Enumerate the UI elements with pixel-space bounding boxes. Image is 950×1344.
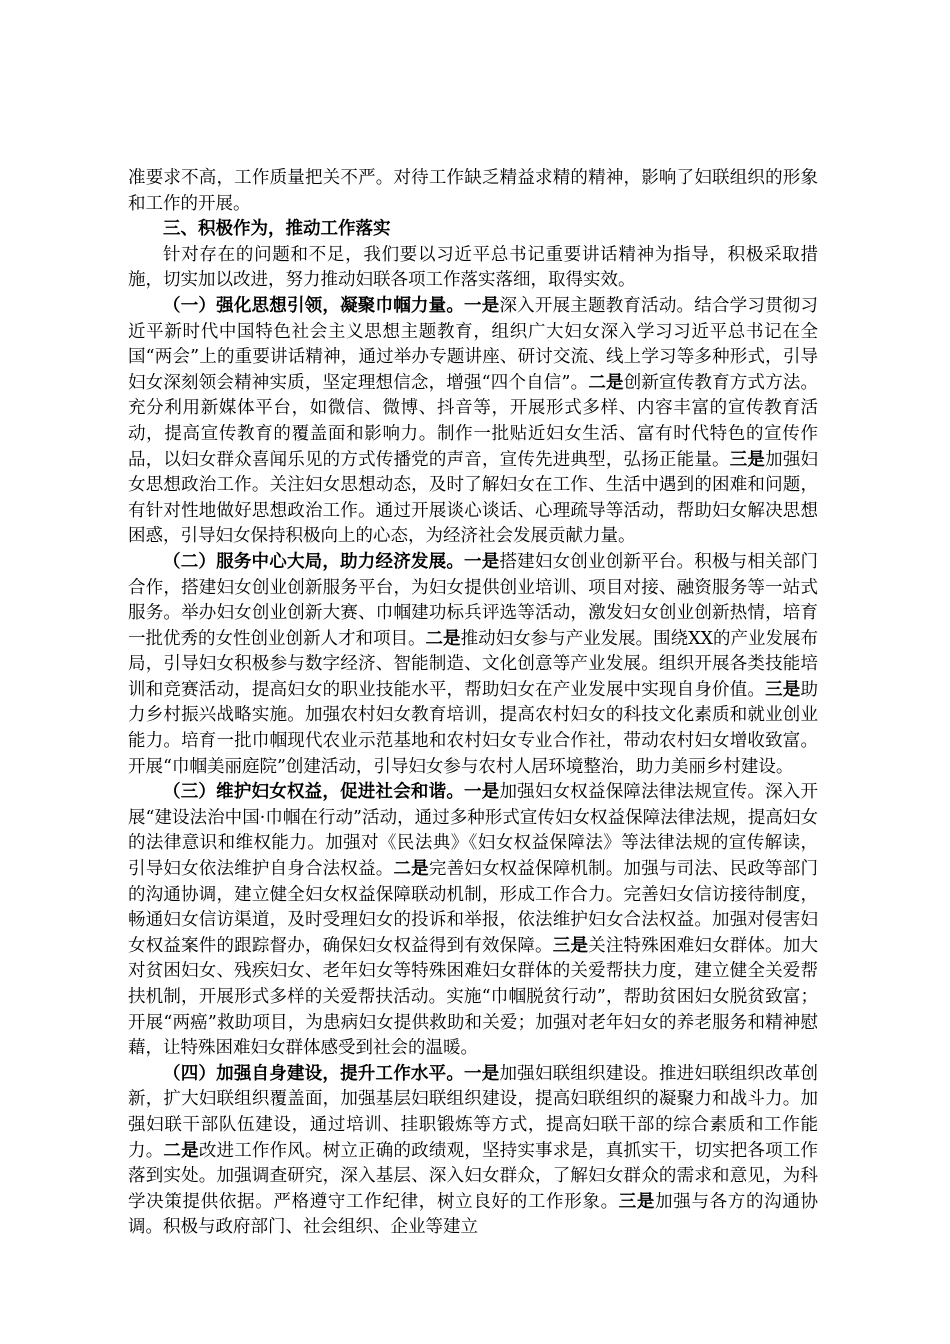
keyword-first: 一是 [464, 1063, 500, 1084]
subsection-3-heading: （三）维护妇女权益，促进社会和谐。 [163, 782, 465, 803]
subsection-4-paragraph [128, 1062, 818, 1241]
subsection-1-heading: （一）强化思想引领，凝聚巾帼力量。 [163, 295, 465, 316]
body-text: 搭建妇女创业创新平台。积极与相关部门合作，搭建妇女创业创新服务平台，为妇女提供创业培训、项目对接、融资服务等一站式服务。举办妇女创业创新大赛、巾帼建功标兵评选等活动，激发妇女创业创新热情，培育一批优秀的女性创业创新人才和项目。 [128, 551, 819, 649]
body-text: 推动妇女参与产业发展。围绕XX的产业发展布局，引导妇女积极参与数字经济、智能制造、文化创意等产业发展。组织开展各类技能培训和竞赛活动，提高妇女的职业技能水平，帮助妇女在产业发展中实现自身价值。 [128, 628, 819, 700]
subsection-1-paragraph [128, 294, 818, 550]
keyword-third: 三是 [729, 449, 766, 470]
keyword-second: 二是 [425, 628, 461, 649]
section-heading: 三、积极作为，推动工作落实 [163, 219, 391, 240]
subsection-3-paragraph [128, 780, 818, 1062]
body-text: 创新宣传教育方式方法。充分利用新媒体平台，如微信、微博、抖音等，开展形式多样、内容丰富的宣传教育活动，提高宣传教育的覆盖面和影响力。制作一批贴近妇女生活、富有时代特色的宣传作品，以妇女群众喜闻乐见的方式传播党的声音，宣传先进典型，弘扬正能量。 [128, 372, 819, 470]
body-text: 加强妇女权益保障法律法规宣传。深入开展“建设法治中国·巾帼在行动”活动，通过多种形式宣传妇女权益保障法律法规，提高妇女的法律意识和维权能力。加强对《民法典》《妇女权益保障法》等法律法规的宣传解读，引导妇女依法维护自身合法权益。 [128, 782, 819, 880]
document-page [128, 166, 818, 1241]
body-text: 助力乡村振兴战略实施。加强农村妇女教育培训，提高农村妇女的科技文化素质和就业创业能力。培育一批巾帼现代农业示范基地和农村妇女专业合作社，带动农村妇女增收致富。开展“巾帼美丽庭院”创建活动，引导妇女参与农村人居环境整治，助力美丽乡村建设。 [128, 679, 819, 777]
keyword-second: 二是 [163, 1140, 199, 1161]
body-text: 加强妇女思想政治工作。关注妇女思想动态，及时了解妇女在工作、生活中遇到的困难和问题，有针对性地做好思想政治工作。通过开展谈心谈话、心理疏导等活动，帮助妇女解决思想困惑，引导妇女保持积极向上的心态，为经济社会发展贡献力量。 [128, 449, 819, 547]
body-text: 关注特殊困难妇女群体。加大对贫困妇女、残疾妇女、老年妇女等特殊困难妇女群体的关爱帮扶力度，建立健全关爱帮扶机制，开展形式多样的关爱帮扶活动。实施“巾帼脱贫行动”，帮助贫困妇女脱贫致富；开展“两癌”救助项目，为患病妇女提供救助和关爱；加强对老年妇女的养老服务和精神慰藉，让特殊困难妇女群体感受到社会的温暖。 [128, 935, 819, 1059]
body-text: 改进工作作风。树立正确的政绩观，坚持实事求是，真抓实干，切实把各项工作落到实处。加强调查研究，深入基层、深入妇女群众，了解妇女群众的需求和意见，为科学决策提供依据。严格遵守工作纪律，树立良好的工作形象。 [128, 1140, 819, 1212]
keyword-second: 二是 [393, 859, 429, 880]
keyword-third: 三是 [618, 1191, 656, 1212]
subsection-4-heading: （四）加强自身建设，提升工作水平。 [163, 1063, 465, 1084]
keyword-first: 一是 [464, 782, 500, 803]
body-text: 加强与各方的沟通协调。积极与政府部门、社会组织、企业等建立 [128, 1191, 819, 1238]
keyword-first: 一是 [464, 295, 500, 316]
carryover-paragraph: 准要求不高，工作质量把关不严。对待工作缺乏精益求精的精神，影响了妇联组织的形象和工作的开展。 [128, 168, 818, 214]
keyword-second: 二是 [588, 372, 624, 393]
body-text: 完善妇女权益保障机制。加强与司法、民政等部门的沟通协调，建立健全妇女权益保障联动机制，形成工作合力。完善妇女信访接待制度，畅通妇女信访渠道，及时受理妇女的投诉和举报，依法维护妇女合法权益。加强对侵害妇女权益案件的跟踪督办，确保妇女权益得到有效保障。 [128, 859, 819, 956]
intro-paragraph: 针对存在的问题和不足，我们要以习近平总书记重要讲话精神为指导，积极采取措施，切实加以改进，努力推动妇联各项工作落实落细，取得实效。 [128, 244, 818, 291]
subsection-2-heading: （二）服务中心大局，助力经济发展。 [163, 551, 465, 572]
keyword-third: 三是 [765, 679, 801, 700]
keyword-third: 三是 [552, 935, 589, 956]
body-text: 深入开展主题教育活动。结合学习贯彻习近平新时代中国特色社会主义思想主题教育，组织广大妇女深入学习习近平总书记在全国“两会”上的重要讲话精神，通过举办专题讲座、研讨交流、线上学习等多种形式，引导妇女深刻领会精神实质，坚定理想信念，增强“四个自信”。 [128, 295, 819, 393]
body-text: 加强妇联组织建设。推进妇联组织改革创新，扩大妇联组织覆盖面，加强基层妇联组织建设，提高妇联组织的凝聚力和战斗力。加强妇联干部队伍建设，通过培训、挂职锻炼等方式，提高妇联干部的综合素质和工作能力。 [128, 1063, 819, 1161]
keyword-first: 一是 [464, 551, 500, 572]
subsection-2-paragraph [128, 550, 818, 780]
